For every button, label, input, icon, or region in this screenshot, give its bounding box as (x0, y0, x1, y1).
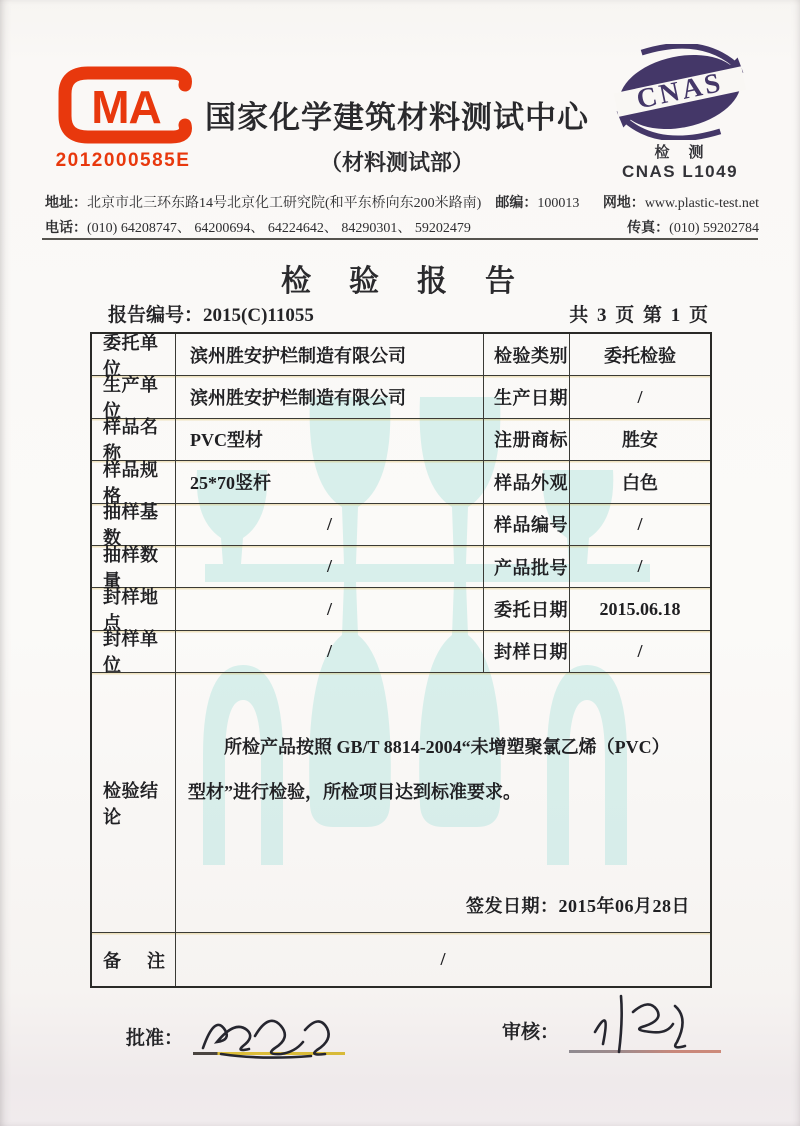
row-label: 封样地点 (92, 588, 176, 629)
row-label: 注册商标 (484, 419, 570, 460)
contact-line-phone (45, 217, 759, 237)
report-meta-row (90, 300, 712, 327)
table-row (92, 587, 710, 634)
remark-row (92, 933, 710, 986)
row-label: 生产日期 (484, 376, 570, 417)
row-value: / (176, 631, 484, 672)
table-row (92, 629, 710, 676)
phone-numbers: (010) 64208747、 64200694、 64224642、 84290301、 59202479 (87, 221, 471, 236)
review-signature-area (567, 1016, 732, 1076)
row-label: 产品批号 (484, 546, 570, 587)
row-label: 委托日期 (484, 588, 570, 629)
table-row (92, 502, 710, 549)
row-label: 样品编号 (484, 504, 570, 545)
row-value: 白色 (622, 472, 658, 493)
row-label: 封样日期 (484, 631, 570, 672)
report-title: 检 验 报 告 (281, 265, 519, 298)
conclusion-row (92, 673, 710, 933)
review-label: 审核： (502, 1022, 560, 1043)
table-row (92, 375, 710, 422)
conclusion-label: 检验结论 (92, 673, 176, 932)
cnas-letters: CNAS (633, 66, 726, 116)
conclusion-line: 型材”进行检验，所检项目达到标准要求。 (188, 782, 521, 803)
address-label: 地址： (45, 196, 87, 211)
cnas-logo (600, 44, 760, 140)
row-value: / (176, 588, 484, 629)
row-value: PVC型材 (176, 419, 484, 460)
row-value: / (637, 513, 643, 534)
postcode-label: 邮编： (495, 196, 538, 211)
row-value: / (176, 546, 484, 587)
cma-logo (52, 60, 194, 150)
table-row (92, 417, 710, 464)
conclusion-body (176, 673, 710, 932)
cnas-accreditation-code: CNAS L1049 (621, 162, 739, 181)
row-value: 滨州胜安护栏制造有限公司 (176, 376, 484, 417)
report-number: 2015(C)11055 (203, 305, 314, 326)
issue-date-value: 2015年06月28日 (558, 896, 690, 917)
issue-date (466, 892, 690, 918)
review-signature-block (502, 1016, 732, 1076)
cma-cert-number: 2012000585E (55, 150, 191, 171)
cma-letters: MA (91, 81, 161, 133)
row-label: 抽样基数 (92, 504, 176, 545)
page-info: 共 3 页 第 1 页 (569, 305, 710, 326)
row-value: / (637, 640, 643, 661)
fax-value: (010) 59202784 (669, 221, 759, 236)
website-label: 网地： (602, 196, 645, 211)
contact-line-address (45, 192, 759, 212)
row-label: 委托单位 (92, 334, 176, 375)
row-label: 样品外观 (484, 461, 570, 502)
row-value: 2015.06.18 (599, 598, 681, 619)
cnas-mark-label: 检 测 (654, 145, 706, 161)
row-value: 胜安 (622, 430, 658, 451)
conclusion-line: 所检产品按照 GB/T 8814-2004“未增塑聚氯乙烯（PVC） (224, 737, 670, 758)
table-row (92, 544, 710, 591)
issue-date-label: 签发日期： (466, 896, 559, 917)
row-value: / (637, 386, 643, 407)
report-info-table (90, 332, 712, 988)
remark-value: / (440, 949, 446, 970)
review-signature-handwriting (567, 992, 727, 1054)
report-number-label: 报告编号： (108, 305, 204, 326)
approve-signature-handwriting (191, 1004, 351, 1066)
row-value: / (176, 504, 484, 545)
row-value: 25*70竖杆 (176, 461, 484, 502)
address-value: 北京市北三环东路14号北京化工研究院(和平东桥向东200米路南) (87, 196, 482, 211)
row-label: 样品规格 (92, 461, 176, 502)
conclusion-text (188, 725, 694, 815)
postcode-value: 100013 (537, 196, 580, 211)
header-divider (42, 238, 758, 240)
row-label: 检验类别 (484, 334, 570, 375)
cnas-block (596, 44, 764, 182)
fax-label: 传真： (627, 221, 670, 236)
remark-label: 备 注 (92, 933, 176, 986)
row-label: 抽样数量 (92, 546, 176, 587)
row-value: 滨州胜安护栏制造有限公司 (176, 334, 484, 375)
approve-label: 批准： (126, 1028, 184, 1049)
row-label: 样品名称 (92, 419, 176, 460)
approve-signature-block (126, 1022, 356, 1082)
row-label: 封样单位 (92, 631, 176, 672)
table-row (92, 459, 710, 506)
table-row (92, 332, 710, 379)
org-subtitle: （材料测试部） (319, 150, 474, 175)
phone-label: 电话： (45, 221, 87, 236)
org-title: 国家化学建筑材料测试中心 (205, 100, 589, 135)
row-label: 生产单位 (92, 376, 176, 417)
row-value: / (637, 556, 643, 577)
approve-signature-area (191, 1022, 356, 1082)
website-value: www.plastic-test.net (644, 196, 759, 211)
row-value: 委托检验 (604, 345, 676, 366)
